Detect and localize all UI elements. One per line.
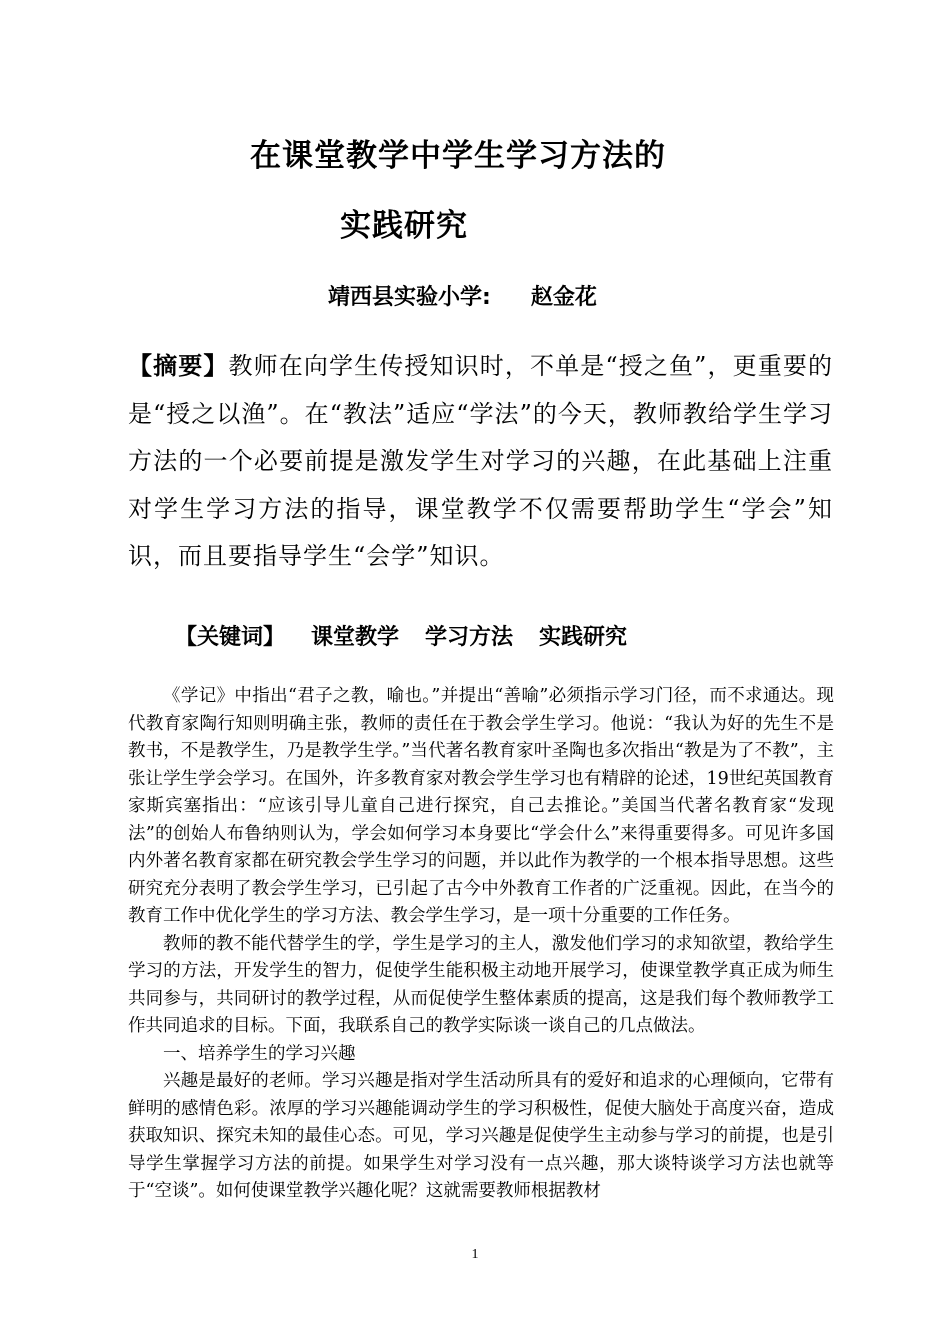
title-line-1: 在课堂教学中学生学习方法的 [250,138,666,174]
author-name: 赵金花 [530,285,597,310]
paragraph: 兴趣是最好的老师。学习兴趣是指对学生活动所具有的爱好和追求的心理倾向，它带有鲜明的感情色彩。浓厚的学习兴趣能调动学生的学习积极性，促使大脑处于高度兴奋，造成获取知识、探究未知的最佳心态。可见，学习兴趣是促使学生主动参与学习的前提，也是引导学生掌握学习方法的前提。如果学生对学习没有一点兴趣，那大谈特谈学习方法也就等于“空谈”。如何使课堂教学兴趣化呢？这就需要教师根据教材 [128,1071,834,1201]
paragraph: 教师的教不能代替学生的学，学生是学习的主人，激发他们学习的求知欲望，教给学生学习的方法，开发学生的智力，促使学生能积极主动地开展学习，使课堂教学真正成为师生共同参与，共同研讨的教学过程，从而促使学生整体素质的提高，这是我们每个教师教学工作共同追求的目标。下面，我联系自己的教学实际谈一谈自己的几点做法。 [128,933,834,1036]
body-text [128,683,834,1206]
section-heading: 一、培养学生的学习兴趣 [163,1043,356,1064]
keywords-line [175,620,627,651]
abstract [128,343,833,581]
title-line-2: 实践研究 [340,208,468,244]
abstract-label: 【摘要】 [128,352,229,380]
keyword: 课堂教学 [311,625,400,650]
keywords-label: 【关键词】 [175,625,286,650]
keyword: 学习方法 [425,625,514,650]
author-school: 靖西县实验小学: [328,285,491,310]
keyword: 实践研究 [539,625,628,650]
abstract-text: 教师在向学生传授知识时，不单是“授之鱼”，更重要的是“授之以渔”。在“教法”适应“学法”的今天，教师教给学生学习方法的一个必要前提是激发学生对学习的兴趣，在此基础上注重对学生学习方法的指导，课堂教学不仅需要帮助学生“学会”知识，而且要指导学生“会学”知识。 [128,352,833,570]
author-line [328,280,597,311]
paragraph: 《学记》中指出“君子之教，喻也。”并提出“善喻”必须指示学习门径，而不求通达。现代教育家陶行知则明确主张，教师的责任在于教会学生学习。他说：“我认为好的先生不是教书，不是教学生，乃是教学生学。”当代著名教育家叶圣陶也多次指出“教是为了不教”，主张让学生学会学习。在国外，许多教育家对教会学生学习也有精辟的论述，19世纪英国教育家斯宾塞指出：“应该引导儿童自己进行探究，自己去推论。”美国当代著名教育家“发现法”的创始人布鲁纳则认为，学会如何学习本身要比“学会什么”来得重要得多。可见许多国内外著名教育家都在研究教会学生学习的问题，并以此作为教学的一个根本指导思想。这些研究充分表明了教会学生学习，已引起了古今中外教育工作者的广泛重视。因此，在当今的教育工作中优化学生的学习方法、教会学生学习，是一项十分重要的工作任务。 [128,686,834,926]
page-number: 1 [471,1247,479,1262]
